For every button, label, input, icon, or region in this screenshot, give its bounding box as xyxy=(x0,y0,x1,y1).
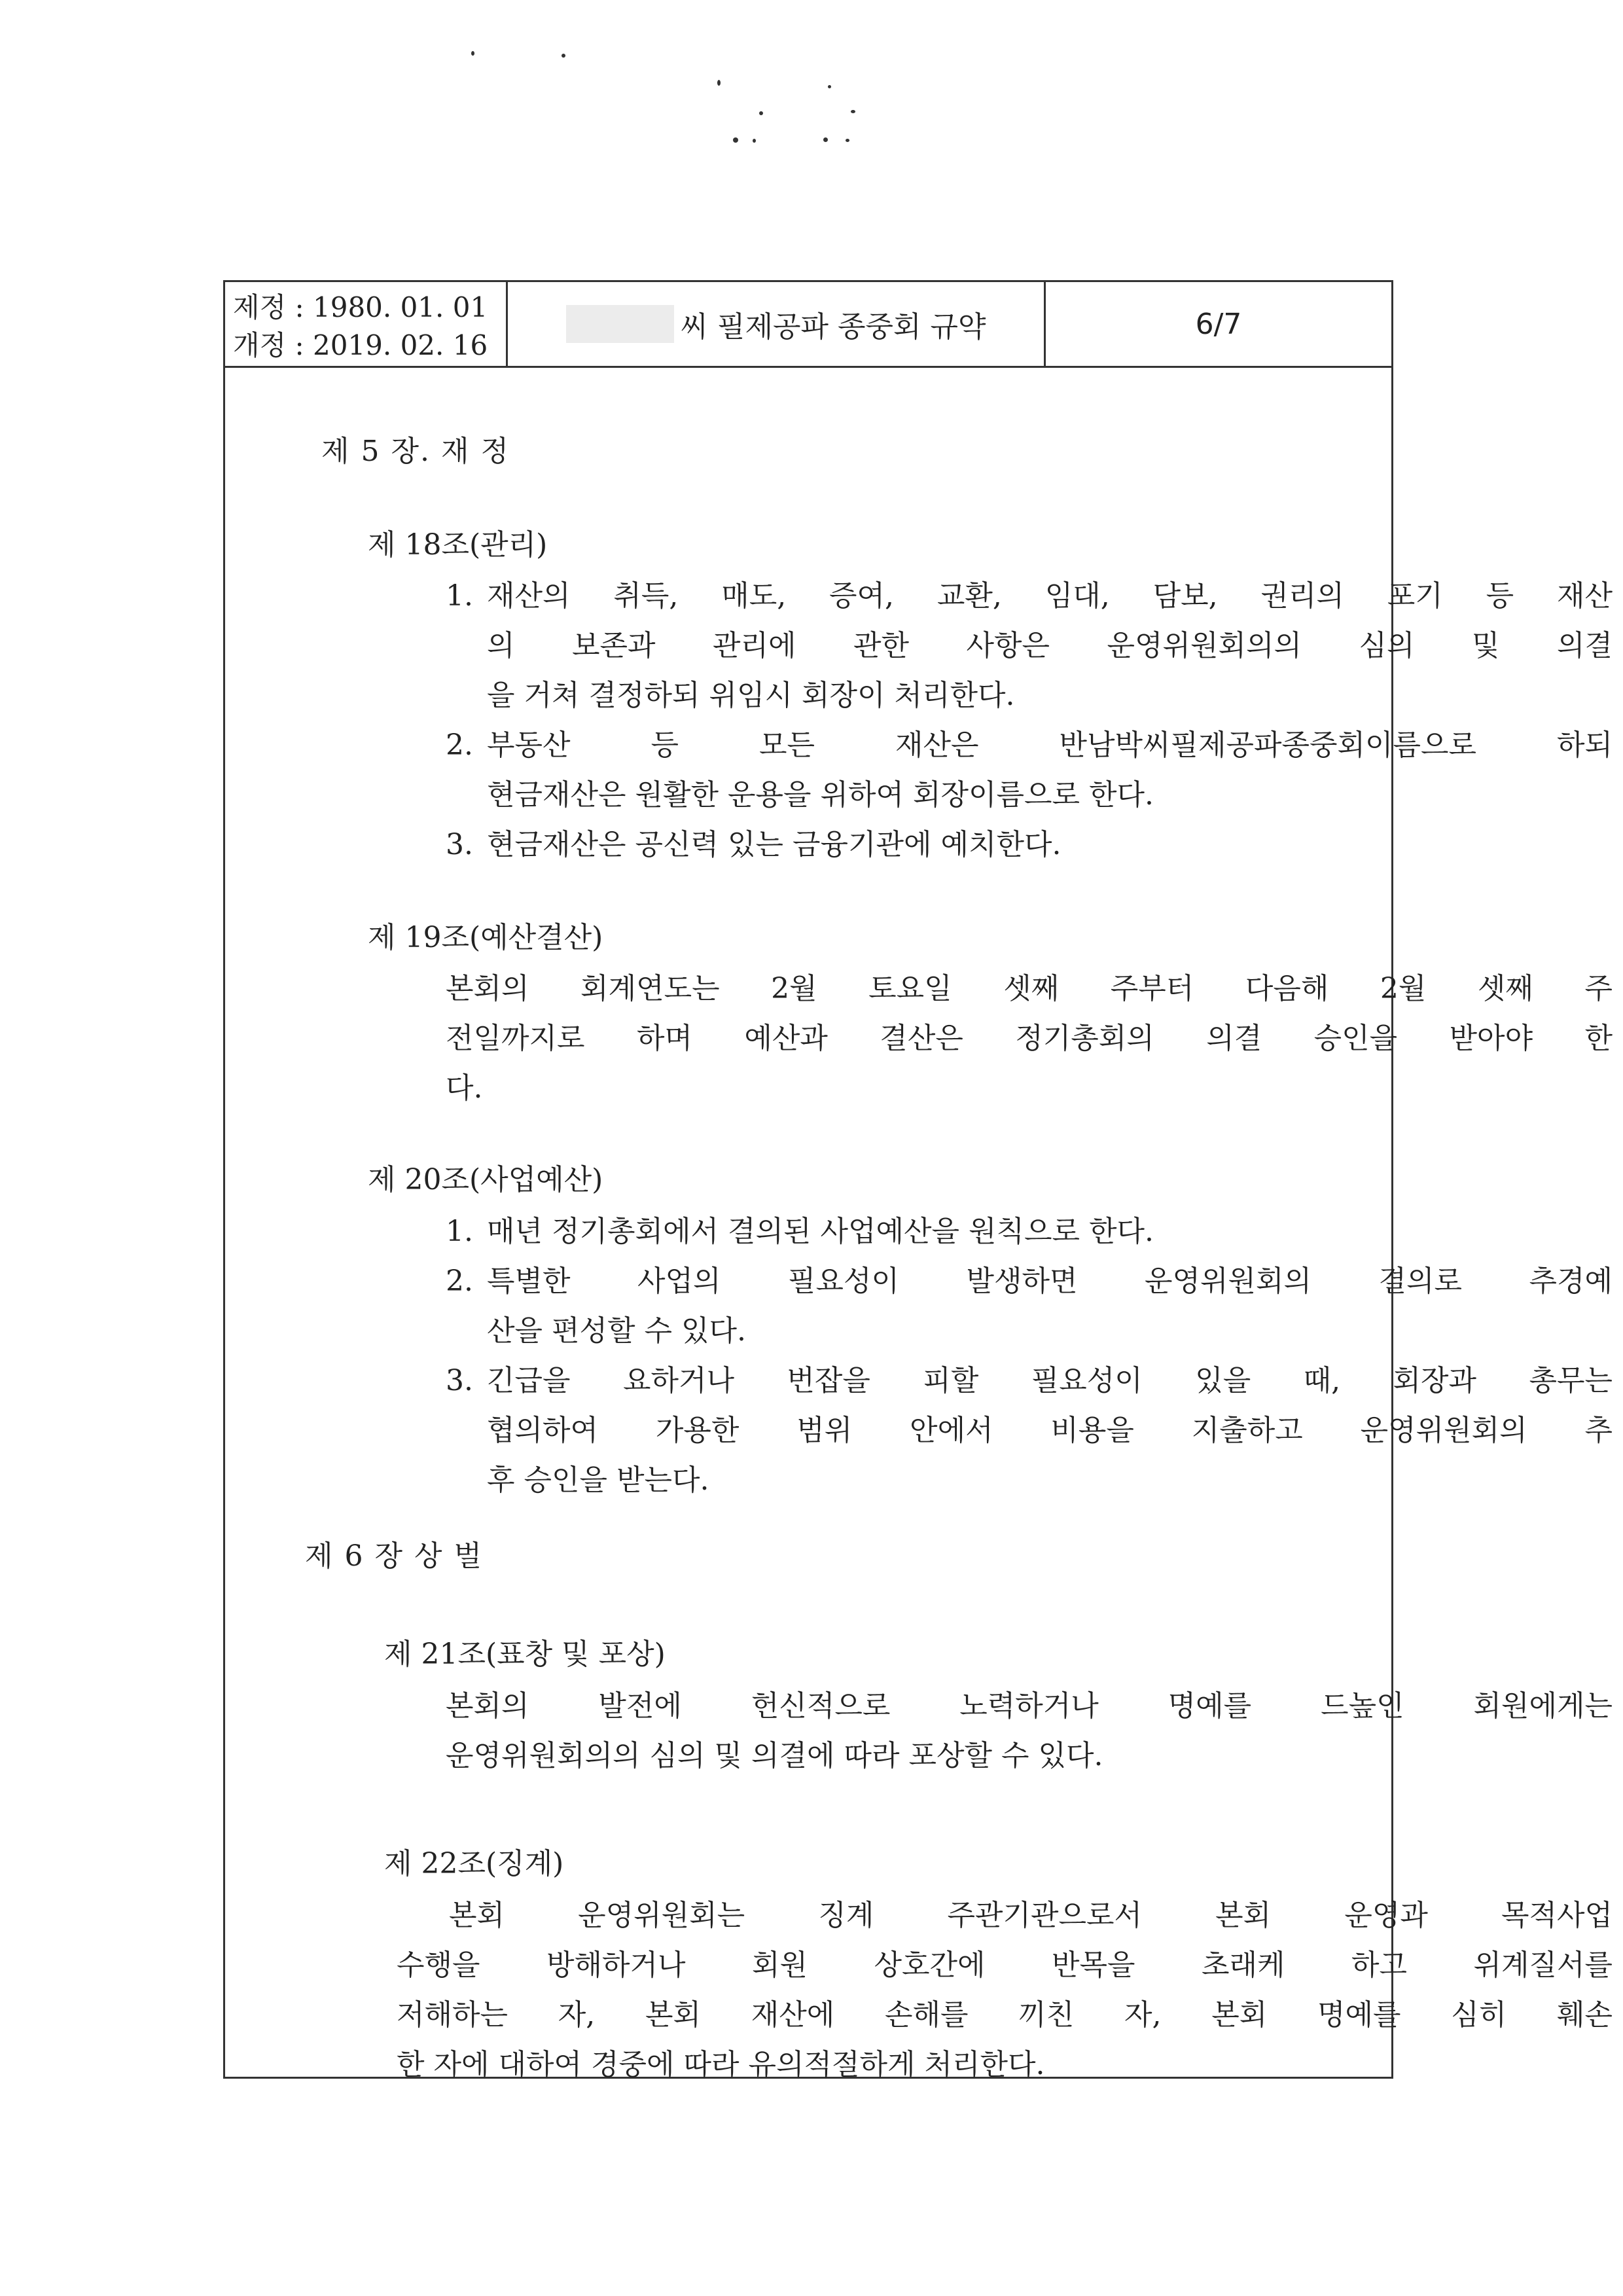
text-line: 본회의 회계연도는 2월 토요일 셋째 주부터 다음해 2월 셋째 주 xyxy=(446,972,1613,1005)
article-18-item-2-number: 2. xyxy=(446,728,473,762)
article-18-title: 제 18조(관리) xyxy=(368,528,548,562)
text-line: 의 보존과 관리에 관한 사항은 운영위원회의의 심의 및 의결 xyxy=(487,629,1613,662)
article-18-item-1-number: 1. xyxy=(446,579,473,613)
redacted-name xyxy=(566,305,674,343)
text-line: 특별한 사업의 필요성이 발생하면 운영위원회의 결의로 추경예 xyxy=(487,1265,1613,1298)
text-line: 전일까지로 하며 예산과 결산은 정기총회의 의결 승인을 받아야 한 xyxy=(446,1022,1613,1055)
document-frame xyxy=(223,280,1613,2081)
text-line: 본회 운영위원회는 징계 주관기관으로서 본회 운영과 목적사업 xyxy=(449,1899,1613,1932)
enacted-date: 제정 : 1980. 01. 01 xyxy=(233,291,488,323)
article-20-item-2 xyxy=(487,1257,1613,1356)
text-line: 매년 정기총회에서 결의된 사업예산을 원칙으로 한다. xyxy=(487,1215,1154,1248)
article-20-item-3-number: 3. xyxy=(446,1364,473,1397)
article-22-title: 제 22조(징계) xyxy=(384,1847,564,1880)
page-number: 6/7 xyxy=(1195,307,1242,341)
article-18-item-1 xyxy=(487,571,1613,721)
article-20-item-1-number: 1. xyxy=(446,1215,473,1248)
chapter-6-heading: 제 6 장 상 벌 xyxy=(305,1539,483,1573)
article-20-title: 제 20조(사업예산) xyxy=(368,1163,603,1196)
article-20-item-3 xyxy=(487,1356,1613,1505)
text-line: 현금재산은 공신력 있는 금융기관에 예치한다. xyxy=(487,828,1061,861)
text-line: 수행을 방해하거나 회원 상호간에 반목을 초래케 하고 위계질서를 xyxy=(397,1948,1613,1982)
article-20-item-2-number: 2. xyxy=(446,1265,473,1298)
revised-date: 개정 : 2019. 02. 16 xyxy=(233,329,488,361)
header-dates xyxy=(225,282,508,366)
text-line: 운영위원회의의 심의 및 의결에 따라 포상할 수 있다. xyxy=(446,1739,1103,1772)
text-line: 저해하는 자, 본회 재산에 손해를 끼친 자, 본회 명예를 심히 훼손 xyxy=(397,1998,1613,2032)
text-line: 본회의 발전에 헌신적으로 노력하거나 명예를 드높인 회원에게는 xyxy=(446,1689,1613,1723)
document-title: 씨 필제공파 종중회 규약 xyxy=(680,310,986,344)
text-line: 부동산 등 모든 재산은 반남박씨필제공파종중회이름으로 하되 xyxy=(487,728,1613,762)
header-title xyxy=(508,282,1046,366)
article-21-title: 제 21조(표창 및 포상) xyxy=(384,1638,666,1671)
article-18-item-3 xyxy=(487,820,1061,870)
text-line: 다. xyxy=(446,1071,483,1105)
text-line: 긴급을 요하거나 번잡을 피할 필요성이 있을 때, 회장과 총무는 xyxy=(487,1364,1613,1397)
chapter-5-heading: 제 5 장. 재 정 xyxy=(321,435,510,468)
text-line: 한 자에 대하여 경중에 따라 유의적절하게 처리한다. xyxy=(397,2048,1045,2081)
article-22-body xyxy=(397,1891,1613,2090)
text-line: 협의하여 가용한 범위 안에서 비용을 지출하고 운영위원회의 추 xyxy=(487,1414,1613,1447)
text-line: 재산의 취득, 매도, 증여, 교환, 임대, 담보, 권리의 포기 등 재산 xyxy=(487,579,1613,613)
text-line: 산을 편성할 수 있다. xyxy=(487,1314,746,1348)
text-line: 후 승인을 받는다. xyxy=(487,1463,709,1497)
article-21-body xyxy=(446,1681,1613,1781)
article-19-title: 제 19조(예산결산) xyxy=(368,921,603,954)
document-header xyxy=(225,282,1391,368)
text-line: 현금재산은 원활한 운용을 위하여 회장이름으로 한다. xyxy=(487,778,1154,812)
text-line: 을 거쳐 결정하되 위임시 회장이 처리한다. xyxy=(487,679,1015,712)
article-18-item-2 xyxy=(487,721,1613,820)
article-18-item-3-number: 3. xyxy=(446,828,473,861)
article-19-body xyxy=(446,964,1613,1113)
article-20-item-1 xyxy=(487,1207,1154,1257)
